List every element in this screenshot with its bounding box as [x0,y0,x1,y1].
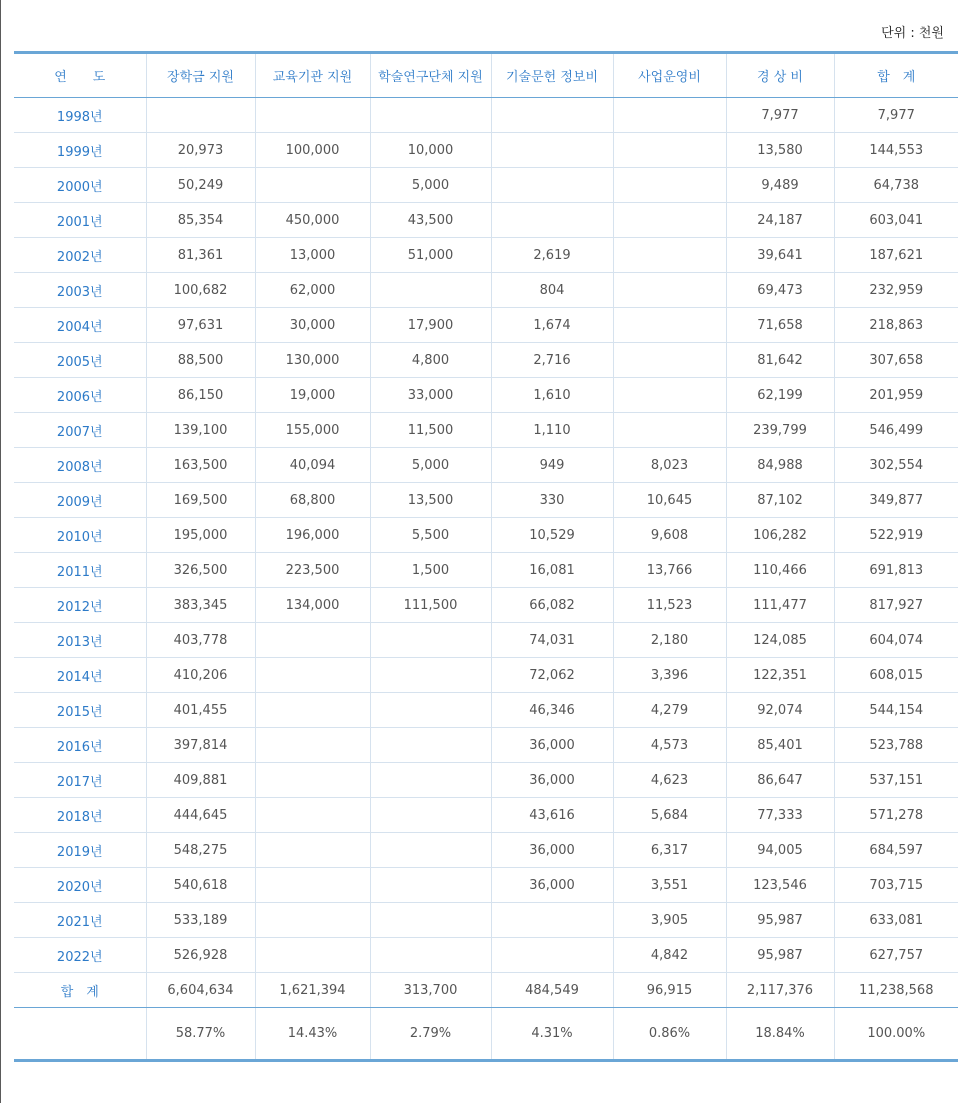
cell-scholarship: 533,189 [146,903,255,938]
column-header-year: 연 도 [14,53,146,98]
cell-tech-info: 36,000 [491,833,613,868]
cell-edu-institution [255,168,370,203]
cell-tech-info: 72,062 [491,658,613,693]
table-row [14,413,958,448]
cell-tech-info [491,98,613,133]
cell-scholarship: 526,928 [146,938,255,973]
cell-year: 1998년 [14,98,146,133]
cell-total: 7,977 [834,98,958,133]
cell-scholarship: 139,100 [146,413,255,448]
cell-scholarship: 169,500 [146,483,255,518]
cell-scholarship: 401,455 [146,693,255,728]
cell-research-group: 5,000 [370,168,491,203]
cell-year: 2000년 [14,168,146,203]
table-header-row [14,53,958,98]
cell-tech-info: 949 [491,448,613,483]
cell-research-group [370,728,491,763]
cell-overhead: 123,546 [726,868,834,903]
cell-total: 537,151 [834,763,958,798]
cell-edu-institution [255,903,370,938]
cell-operations: 13,766 [613,553,726,588]
cell-year: 2018년 [14,798,146,833]
cell-total: 232,959 [834,273,958,308]
cell-tech-info: 1,674 [491,308,613,343]
cell-operations: 4,279 [613,693,726,728]
cell-research-group [370,763,491,798]
cell-scholarship: 540,618 [146,868,255,903]
cell-overhead: 87,102 [726,483,834,518]
cell-scholarship: 383,345 [146,588,255,623]
cell-year: 2019년 [14,833,146,868]
cell-operations [613,238,726,273]
cell-year: 2008년 [14,448,146,483]
cell-tech-info [491,903,613,938]
cell-tech-info: 4.31% [491,1008,613,1061]
table-row [14,238,958,273]
cell-tech-info: 43,616 [491,798,613,833]
cell-scholarship: 81,361 [146,238,255,273]
cell-operations: 10,645 [613,483,726,518]
cell-total: 522,919 [834,518,958,553]
cell-edu-institution: 196,000 [255,518,370,553]
cell-year: 2001년 [14,203,146,238]
cell-overhead: 39,641 [726,238,834,273]
table-row [14,553,958,588]
cell-total: 571,278 [834,798,958,833]
cell-total: 218,863 [834,308,958,343]
cell-overhead: 2,117,376 [726,973,834,1008]
cell-overhead: 239,799 [726,413,834,448]
cell-operations: 3,551 [613,868,726,903]
cell-overhead: 95,987 [726,938,834,973]
cell-operations: 3,905 [613,903,726,938]
cell-total: 633,081 [834,903,958,938]
cell-edu-institution: 134,000 [255,588,370,623]
cell-research-group: 1,500 [370,553,491,588]
cell-overhead: 86,647 [726,763,834,798]
cell-tech-info: 46,346 [491,693,613,728]
cell-tech-info: 74,031 [491,623,613,658]
table-row [14,203,958,238]
cell-year: 2017년 [14,763,146,798]
cell-scholarship: 100,682 [146,273,255,308]
cell-edu-institution: 30,000 [255,308,370,343]
cell-year: 2014년 [14,658,146,693]
cell-operations [613,378,726,413]
cell-overhead: 81,642 [726,343,834,378]
cell-tech-info: 484,549 [491,973,613,1008]
cell-year: 2013년 [14,623,146,658]
cell-edu-institution [255,833,370,868]
cell-scholarship [146,98,255,133]
cell-total: 627,757 [834,938,958,973]
column-header-edu-institution: 교육기관 지원 [255,53,370,98]
cell-research-group [370,938,491,973]
cell-operations [613,203,726,238]
column-header-tech-info: 기술문헌 정보비 [491,53,613,98]
cell-year: 2012년 [14,588,146,623]
cell-edu-institution [255,693,370,728]
cell-tech-info: 36,000 [491,763,613,798]
cell-operations: 0.86% [613,1008,726,1061]
cell-tech-info: 1,110 [491,413,613,448]
column-header-overhead: 경 상 비 [726,53,834,98]
cell-year: 2009년 [14,483,146,518]
cell-operations: 9,608 [613,518,726,553]
table-row [14,518,958,553]
table-body [14,98,958,1061]
cell-edu-institution: 450,000 [255,203,370,238]
cell-year: 2021년 [14,903,146,938]
cell-edu-institution: 13,000 [255,238,370,273]
cell-tech-info [491,168,613,203]
cell-total: 302,554 [834,448,958,483]
cell-overhead: 92,074 [726,693,834,728]
cell-tech-info: 2,716 [491,343,613,378]
cell-overhead: 106,282 [726,518,834,553]
cell-operations: 4,842 [613,938,726,973]
cell-edu-institution [255,658,370,693]
cell-year: 2006년 [14,378,146,413]
cell-research-group: 5,000 [370,448,491,483]
cell-edu-institution: 68,800 [255,483,370,518]
cell-total: 64,738 [834,168,958,203]
cell-year: 2007년 [14,413,146,448]
cell-research-group: 17,900 [370,308,491,343]
table-row [14,763,958,798]
table-row [14,448,958,483]
table-row [14,658,958,693]
cell-scholarship: 20,973 [146,133,255,168]
cell-operations: 4,573 [613,728,726,763]
table-row [14,273,958,308]
table-row [14,98,958,133]
cell-scholarship: 97,631 [146,308,255,343]
table-row [14,623,958,658]
cell-total: 608,015 [834,658,958,693]
cell-operations: 2,180 [613,623,726,658]
column-header-scholarship: 장학금 지원 [146,53,255,98]
cell-total: 546,499 [834,413,958,448]
cell-overhead: 7,977 [726,98,834,133]
table-row [14,343,958,378]
cell-overhead: 111,477 [726,588,834,623]
cell-year: 2005년 [14,343,146,378]
cell-tech-info: 36,000 [491,728,613,763]
cell-research-group [370,903,491,938]
page-left-border [0,0,1,1103]
cell-overhead: 77,333 [726,798,834,833]
cell-total: 201,959 [834,378,958,413]
cell-edu-institution: 223,500 [255,553,370,588]
cell-tech-info: 2,619 [491,238,613,273]
cell-tech-info: 1,610 [491,378,613,413]
cell-edu-institution: 14.43% [255,1008,370,1061]
cell-tech-info: 10,529 [491,518,613,553]
cell-research-group: 5,500 [370,518,491,553]
cell-operations: 6,317 [613,833,726,868]
cell-total: 523,788 [834,728,958,763]
cell-edu-institution [255,728,370,763]
cell-year: 2022년 [14,938,146,973]
cell-research-group: 4,800 [370,343,491,378]
cell-edu-institution [255,868,370,903]
cell-scholarship: 403,778 [146,623,255,658]
cell-total: 544,154 [834,693,958,728]
column-header-total: 합 계 [834,53,958,98]
cell-total: 604,074 [834,623,958,658]
cell-scholarship: 397,814 [146,728,255,763]
cell-total: 684,597 [834,833,958,868]
cell-operations: 8,023 [613,448,726,483]
column-header-research-group: 학술연구단체 지원 [370,53,491,98]
cell-year: 2015년 [14,693,146,728]
cell-scholarship: 410,206 [146,658,255,693]
cell-tech-info: 804 [491,273,613,308]
cell-edu-institution [255,623,370,658]
cell-research-group: 43,500 [370,203,491,238]
cell-total: 603,041 [834,203,958,238]
cell-year: 2016년 [14,728,146,763]
cell-research-group [370,693,491,728]
cell-year: 2004년 [14,308,146,343]
cell-overhead: 84,988 [726,448,834,483]
cell-total: 144,553 [834,133,958,168]
cell-edu-institution [255,938,370,973]
cell-research-group: 10,000 [370,133,491,168]
cell-research-group [370,798,491,833]
cell-scholarship: 326,500 [146,553,255,588]
cell-total: 703,715 [834,868,958,903]
cell-year: 2011년 [14,553,146,588]
cell-research-group [370,273,491,308]
table-row [14,308,958,343]
cell-year: 합 계 [14,973,146,1008]
cell-scholarship: 88,500 [146,343,255,378]
table-row [14,588,958,623]
unit-label: 단위 : 천원 [881,26,944,41]
cell-overhead: 13,580 [726,133,834,168]
table-row [14,168,958,203]
cell-research-group [370,868,491,903]
cell-research-group [370,658,491,693]
cell-research-group: 313,700 [370,973,491,1008]
table-row [14,133,958,168]
cell-year: 2010년 [14,518,146,553]
cell-total: 100.00% [834,1008,958,1061]
cell-edu-institution: 155,000 [255,413,370,448]
cell-scholarship: 50,249 [146,168,255,203]
percentage-row [14,1008,958,1061]
cell-scholarship: 548,275 [146,833,255,868]
cell-overhead: 110,466 [726,553,834,588]
cell-total: 817,927 [834,588,958,623]
table-row [14,868,958,903]
cell-scholarship: 444,645 [146,798,255,833]
cell-overhead: 94,005 [726,833,834,868]
cell-scholarship: 409,881 [146,763,255,798]
cell-overhead: 124,085 [726,623,834,658]
column-header-operations: 사업운영비 [613,53,726,98]
cell-operations [613,343,726,378]
cell-edu-institution [255,798,370,833]
cell-tech-info: 330 [491,483,613,518]
cell-research-group [370,833,491,868]
cell-tech-info [491,203,613,238]
cell-research-group [370,623,491,658]
cell-research-group: 11,500 [370,413,491,448]
budget-table [14,51,958,1062]
cell-year: 1999년 [14,133,146,168]
cell-total: 349,877 [834,483,958,518]
cell-overhead: 122,351 [726,658,834,693]
cell-total: 307,658 [834,343,958,378]
cell-edu-institution: 40,094 [255,448,370,483]
cell-scholarship: 85,354 [146,203,255,238]
cell-operations [613,273,726,308]
table-row [14,833,958,868]
cell-total: 11,238,568 [834,973,958,1008]
cell-overhead: 62,199 [726,378,834,413]
cell-research-group: 51,000 [370,238,491,273]
cell-edu-institution: 100,000 [255,133,370,168]
cell-research-group: 13,500 [370,483,491,518]
cell-scholarship: 195,000 [146,518,255,553]
cell-scholarship: 163,500 [146,448,255,483]
cell-year: 2003년 [14,273,146,308]
cell-overhead: 24,187 [726,203,834,238]
cell-operations: 3,396 [613,658,726,693]
cell-overhead: 69,473 [726,273,834,308]
cell-operations: 4,623 [613,763,726,798]
cell-scholarship: 58.77% [146,1008,255,1061]
cell-operations [613,168,726,203]
cell-tech-info: 66,082 [491,588,613,623]
cell-year: 2020년 [14,868,146,903]
table-row [14,938,958,973]
cell-overhead: 71,658 [726,308,834,343]
cell-tech-info [491,133,613,168]
cell-operations [613,133,726,168]
table-row [14,378,958,413]
cell-research-group: 33,000 [370,378,491,413]
cell-operations: 11,523 [613,588,726,623]
cell-edu-institution [255,98,370,133]
cell-overhead: 85,401 [726,728,834,763]
table-row [14,903,958,938]
table-row [14,483,958,518]
cell-operations: 96,915 [613,973,726,1008]
cell-operations [613,413,726,448]
cell-overhead: 18.84% [726,1008,834,1061]
cell-edu-institution: 1,621,394 [255,973,370,1008]
cell-tech-info [491,938,613,973]
cell-operations [613,98,726,133]
cell-research-group: 2.79% [370,1008,491,1061]
cell-edu-institution [255,763,370,798]
total-row [14,973,958,1008]
cell-operations: 5,684 [613,798,726,833]
cell-total: 691,813 [834,553,958,588]
cell-tech-info: 16,081 [491,553,613,588]
cell-total: 187,621 [834,238,958,273]
cell-year: 2002년 [14,238,146,273]
cell-edu-institution: 62,000 [255,273,370,308]
table-row [14,728,958,763]
table-row [14,693,958,728]
cell-year [14,1008,146,1061]
cell-scholarship: 86,150 [146,378,255,413]
cell-overhead: 95,987 [726,903,834,938]
cell-research-group [370,98,491,133]
cell-operations [613,308,726,343]
cell-tech-info: 36,000 [491,868,613,903]
cell-overhead: 9,489 [726,168,834,203]
cell-edu-institution: 19,000 [255,378,370,413]
cell-edu-institution: 130,000 [255,343,370,378]
cell-scholarship: 6,604,634 [146,973,255,1008]
cell-research-group: 111,500 [370,588,491,623]
table-row [14,798,958,833]
